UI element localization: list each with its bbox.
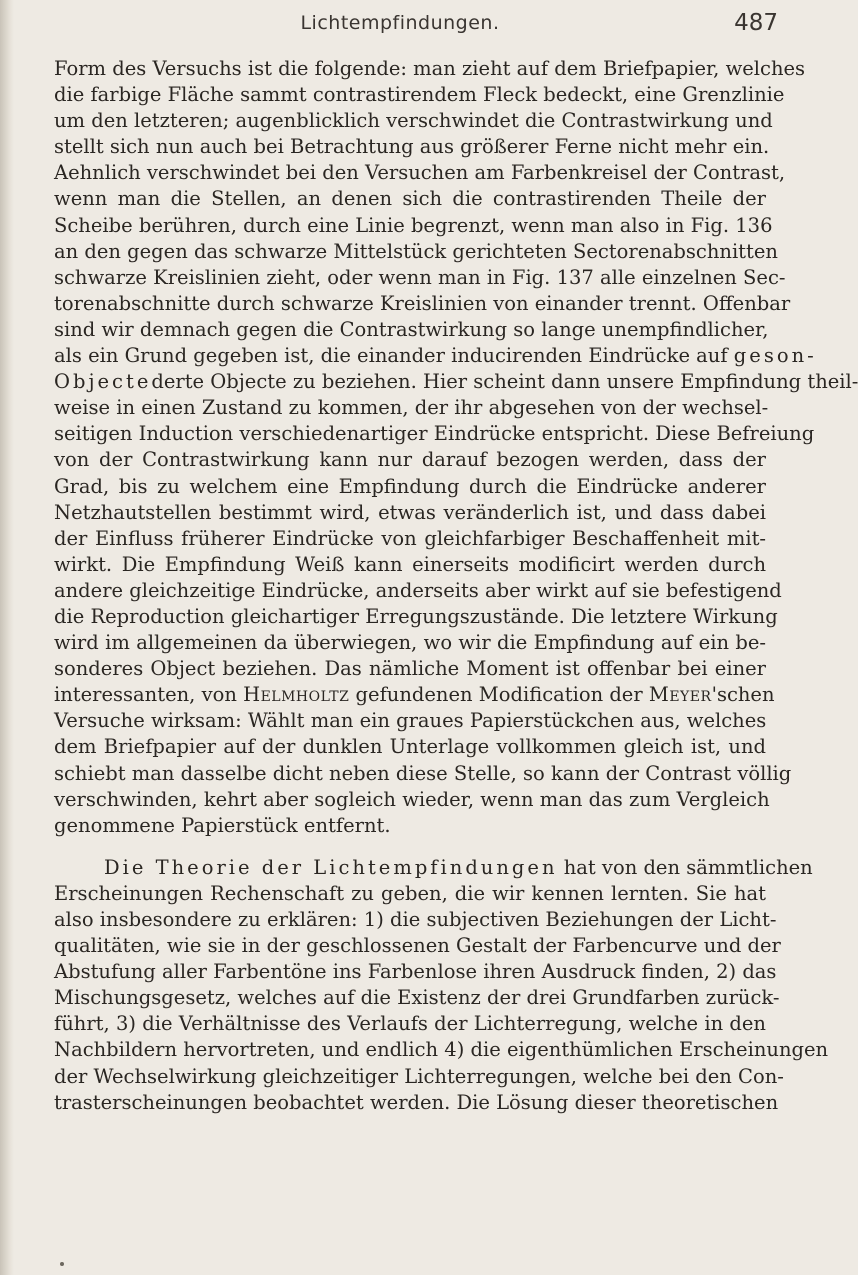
- text-line: wird im allgemeinen da überwiegen, wo wir die Empfindung auf ein be-: [54, 631, 766, 655]
- text-line: [54, 369, 858, 395]
- text-line-start: als ein Grund gegeben ist, die einander inducirenden Eindrücke auf: [54, 344, 734, 368]
- spaced-section-lead: Die Theorie der Lichtempfindungen: [104, 855, 558, 879]
- text-line: torenabschnitte durch schwarze Kreislinien von einander trennt. Offenbar: [54, 291, 791, 315]
- text-line-tail: 'schen: [711, 683, 775, 707]
- text-line: Form des Versuchs ist die folgende: man zieht auf dem Briefpapier, welches: [54, 57, 806, 80]
- text-line: Erscheinungen Rechenschaft zu geben, die wir kennen lernten. Sie hat: [54, 881, 766, 905]
- running-title: Lichtempfindungen.: [300, 12, 500, 34]
- paragraph-contrast-experiment: [54, 56, 858, 839]
- author-name-helmholtz: Helmholtz: [243, 683, 350, 707]
- text-line: wirkt. Die Empfindung Weiß kann einerseits modificirt werden durch: [54, 552, 766, 576]
- text-line: schwarze Kreislinien zieht, oder wenn man in Fig. 137 alle einzelnen Sec-: [54, 265, 786, 289]
- text-line-start: interessanten, von: [54, 683, 244, 707]
- text-line: andere gleichzeitige Eindrücke, anderseits aber wirkt auf sie befestigend: [54, 578, 782, 602]
- text-line: Scheibe berühren, durch eine Linie begrenzt, wenn man also in Fig. 136: [54, 213, 773, 237]
- text-line: sind wir demnach gegen die Contrastwirkung so lange unempfindlicher,: [54, 317, 769, 341]
- text-line: sonderes Object beziehen. Das nämliche Moment ist offenbar bei einer: [54, 657, 766, 681]
- paragraph-theory: [54, 855, 829, 1116]
- text-line: Versuche wirksam: Wählt man ein graues Papierstückchen aus, welches: [54, 709, 767, 733]
- body-text: [54, 56, 858, 1116]
- text-line: dem Briefpapier auf der dunklen Unterlage vollkommen gleich ist, und: [54, 735, 766, 759]
- text-line: die farbige Fläche sammt contrastirendem Fleck bedeckt, eine Grenzlinie: [54, 83, 785, 107]
- running-head: [0, 12, 800, 42]
- text-line: qualitäten, wie sie in der geschlossenen Gestalt der Farbencurve und der: [54, 934, 781, 958]
- text-line: an den gegen das schwarze Mittelstück gerichteten Sectorenabschnitten: [54, 239, 778, 263]
- text-line-rest: hat von den sämmtlichen: [557, 855, 813, 879]
- text-line-middle: gefundenen Modification der: [349, 683, 649, 707]
- text-line: Abstufung aller Farbentöne ins Farbenlose ihren Ausdruck finden, 2) das: [54, 960, 777, 984]
- text-line: [54, 855, 813, 881]
- text-line: Aehnlich verschwindet bei den Versuchen am Farbenkreisel der Contrast,: [54, 161, 786, 185]
- text-line: Grad, bis zu welchem eine Empfindung durch die Eindrücke anderer: [54, 474, 766, 498]
- text-line: wenn man die Stellen, an denen sich die contrastirenden Theile der: [54, 187, 766, 211]
- text-line: der Wechselwirkung gleichzeitiger Lichterregungen, welche bei den Con-: [54, 1064, 784, 1088]
- text-line: die Reproduction gleichartiger Erregungszustände. Die letztere Wirkung: [54, 604, 778, 628]
- text-line: schiebt man dasselbe dicht neben diese Stelle, so kann der Contrast völlig: [54, 761, 792, 785]
- text-line: [54, 343, 817, 369]
- text-line: Netzhautstellen bestimmt wird, etwas veränderlich ist, und dass dabei: [54, 500, 766, 524]
- page-number: 487: [734, 10, 778, 36]
- text-line: von der Contrastwirkung kann nur darauf bezogen werden, dass der: [54, 448, 766, 472]
- spaced-emphasis: geson-: [733, 344, 817, 368]
- text-line: trasterscheinungen beobachtet werden. Die Lösung dieser theoretischen: [54, 1090, 779, 1114]
- text-line: führt, 3) die Verhältnisse des Verlaufs der Lichterregung, welche in den: [54, 1012, 766, 1036]
- spaced-emphasis: Objecte: [54, 370, 152, 394]
- text-line-rest: derte Objecte zu beziehen. Hier scheint dann unsere Empfindung theil-: [151, 370, 858, 394]
- text-line: um den letzteren; augenblicklich verschwindet die Contrastwirkung und: [54, 109, 773, 133]
- text-line: Mischungsgesetz, welches auf die Existenz der drei Grundfarben zurück-: [54, 986, 780, 1010]
- text-line: seitigen Induction verschiedenartiger Eindrücke entspricht. Diese Befreiung: [54, 422, 815, 446]
- paragraph-gap: [54, 839, 766, 855]
- text-line: Nachbildern hervortreten, und endlich 4) die eigenthümlichen Erscheinungen: [54, 1038, 829, 1062]
- text-line: [54, 682, 775, 708]
- text-line: stellt sich nun auch bei Betrachtung aus größerer Ferne nicht mehr ein.: [54, 135, 770, 159]
- paper-speck: [60, 1262, 64, 1266]
- text-line: also insbesondere zu erklären: 1) die subjectiven Beziehungen der Licht-: [54, 908, 777, 931]
- text-line: genommene Papierstück entfernt.: [54, 813, 391, 837]
- author-name-meyer: Meyer: [648, 683, 712, 707]
- text-line: weise in einen Zustand zu kommen, der ihr abgesehen von der wechsel-: [54, 396, 769, 420]
- text-line: verschwinden, kehrt aber sogleich wieder, wenn man das zum Vergleich: [54, 787, 770, 811]
- text-line: der Einfluss früherer Eindrücke von gleichfarbiger Beschaffenheit mit-: [54, 526, 766, 550]
